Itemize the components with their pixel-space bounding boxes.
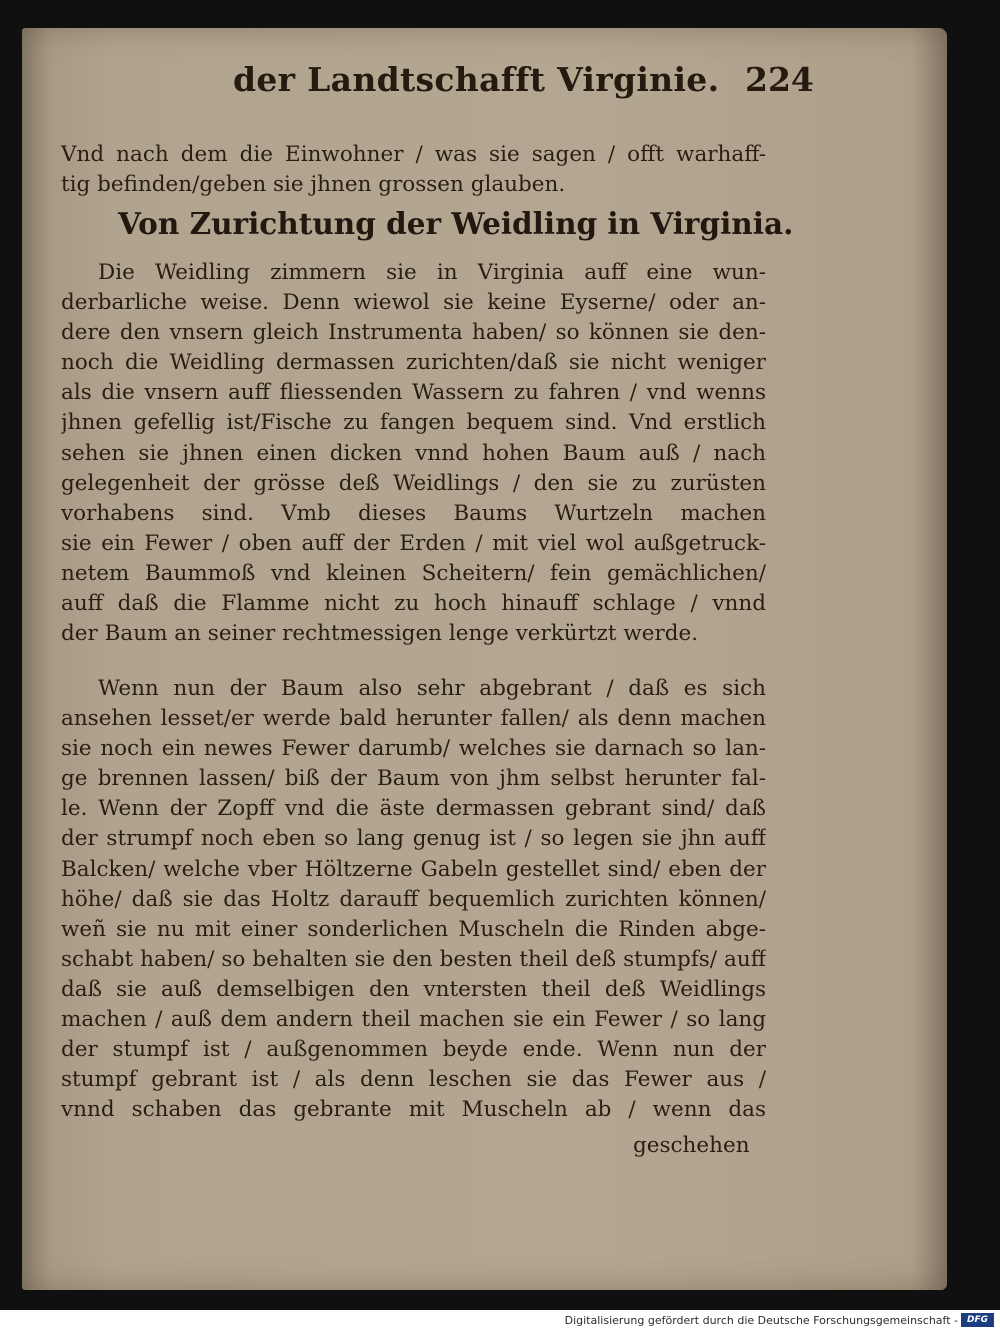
paragraph-1 xyxy=(61,258,766,649)
text-line: der stumpf ist / außgenommen beyde ende. Wenn nun der xyxy=(61,1037,766,1063)
text-line: als die vnsern auff fliessenden Wassern zu fahren / vnd wenns xyxy=(61,380,766,406)
footer-bar xyxy=(0,1310,1000,1331)
text-line: vnnd schaben das gebrante mit Muscheln ab / wenn das xyxy=(61,1097,766,1123)
text-line: Balcken/ welche vber Höltzerne Gabeln gestellet sind/ eben der xyxy=(61,856,766,882)
text-line: derbarliche weise. Denn wiewol sie keine Eyserne/ oder an- xyxy=(61,290,766,316)
text-line: tig befinden/geben sie jhnen grossen glauben. xyxy=(61,172,566,198)
funding-credit: Digitalisierung gefördert durch die Deutsche Forschungsgemeinschaft - xyxy=(564,1314,958,1327)
text-line: machen / auß dem andern theil machen sie ein Fewer / so lang xyxy=(61,1007,766,1033)
text-line: Die Weidling zimmern sie in Virginia auff eine wun- xyxy=(98,260,766,285)
dfg-logo: DFG xyxy=(961,1313,994,1327)
running-head: der Landtschafft Virginie. xyxy=(233,60,720,99)
top-lines xyxy=(61,140,766,200)
text-line: auff daß die Flamme nicht zu hoch hinauff schlage / vnnd xyxy=(61,591,766,617)
text-line: le. Wenn der Zopff vnd die äste dermassen gebrant sind/ daß xyxy=(61,796,766,822)
catchword: geschehen xyxy=(633,1133,750,1158)
text-line: gelegenheit der grösse deß Weidlings / den sie zu zurüsten xyxy=(61,470,766,496)
text-line: höhe/ daß sie das Holtz darauff bequemlich zurichten können/ xyxy=(61,886,766,912)
section-heading: Von Zurichtung der Weidling in Virginia. xyxy=(118,206,794,241)
text-line: sie noch ein newes Fewer darumb/ welches sie darnach so lan- xyxy=(61,736,766,762)
text-line: stumpf gebrant ist / als denn leschen sie das Fewer aus / xyxy=(61,1067,766,1093)
text-line: der strumpf noch eben so lang genug ist / so legen sie jhn auff xyxy=(61,826,766,852)
paragraph-2 xyxy=(61,674,766,1125)
text-line: netem Baummoß vnd kleinen Scheitern/ fein gemächlichen/ xyxy=(61,560,766,586)
page-number: 224 xyxy=(745,60,814,99)
text-line: vorhabens sind. Vmb dieses Baums Wurtzeln machen xyxy=(61,500,766,526)
text-line: schabt haben/ so behalten sie den besten theil deß stumpfs/ auff xyxy=(61,946,766,972)
text-line: der Baum an seiner rechtmessigen lenge verkürtzt werde. xyxy=(61,621,699,647)
text-line: Vnd nach dem die Einwohner / was sie sagen / offt warhaff- xyxy=(61,142,766,167)
text-line: ansehen lesset/er werde bald herunter fallen/ als denn machen xyxy=(61,706,766,732)
text-line: daß sie auß demselbigen den vntersten theil deß Weidlings xyxy=(61,976,766,1002)
text-line: sie ein Fewer / oben auff der Erden / mit viel wol außgetruck- xyxy=(61,530,766,556)
text-line: Wenn nun der Baum also sehr abgebrant / daß es sich xyxy=(98,676,766,701)
text-line: noch die Weidling dermassen zurichten/daß sie nicht weniger xyxy=(61,350,766,376)
text-line: sehen sie jhnen einen dicken vnnd hohen Baum auß / nach xyxy=(61,440,766,466)
text-line: ge brennen lassen/ biß der Baum von jhm selbst herunter fal- xyxy=(61,766,766,792)
text-line: weñ sie nu mit einer sonderlichen Muscheln die Rinden abge- xyxy=(61,916,766,942)
text-line: dere den vnsern gleich Instrumenta haben/ so können sie den- xyxy=(61,320,766,346)
text-line: jhnen gefellig ist/Fische zu fangen bequem sind. Vnd erstlich xyxy=(61,410,766,436)
